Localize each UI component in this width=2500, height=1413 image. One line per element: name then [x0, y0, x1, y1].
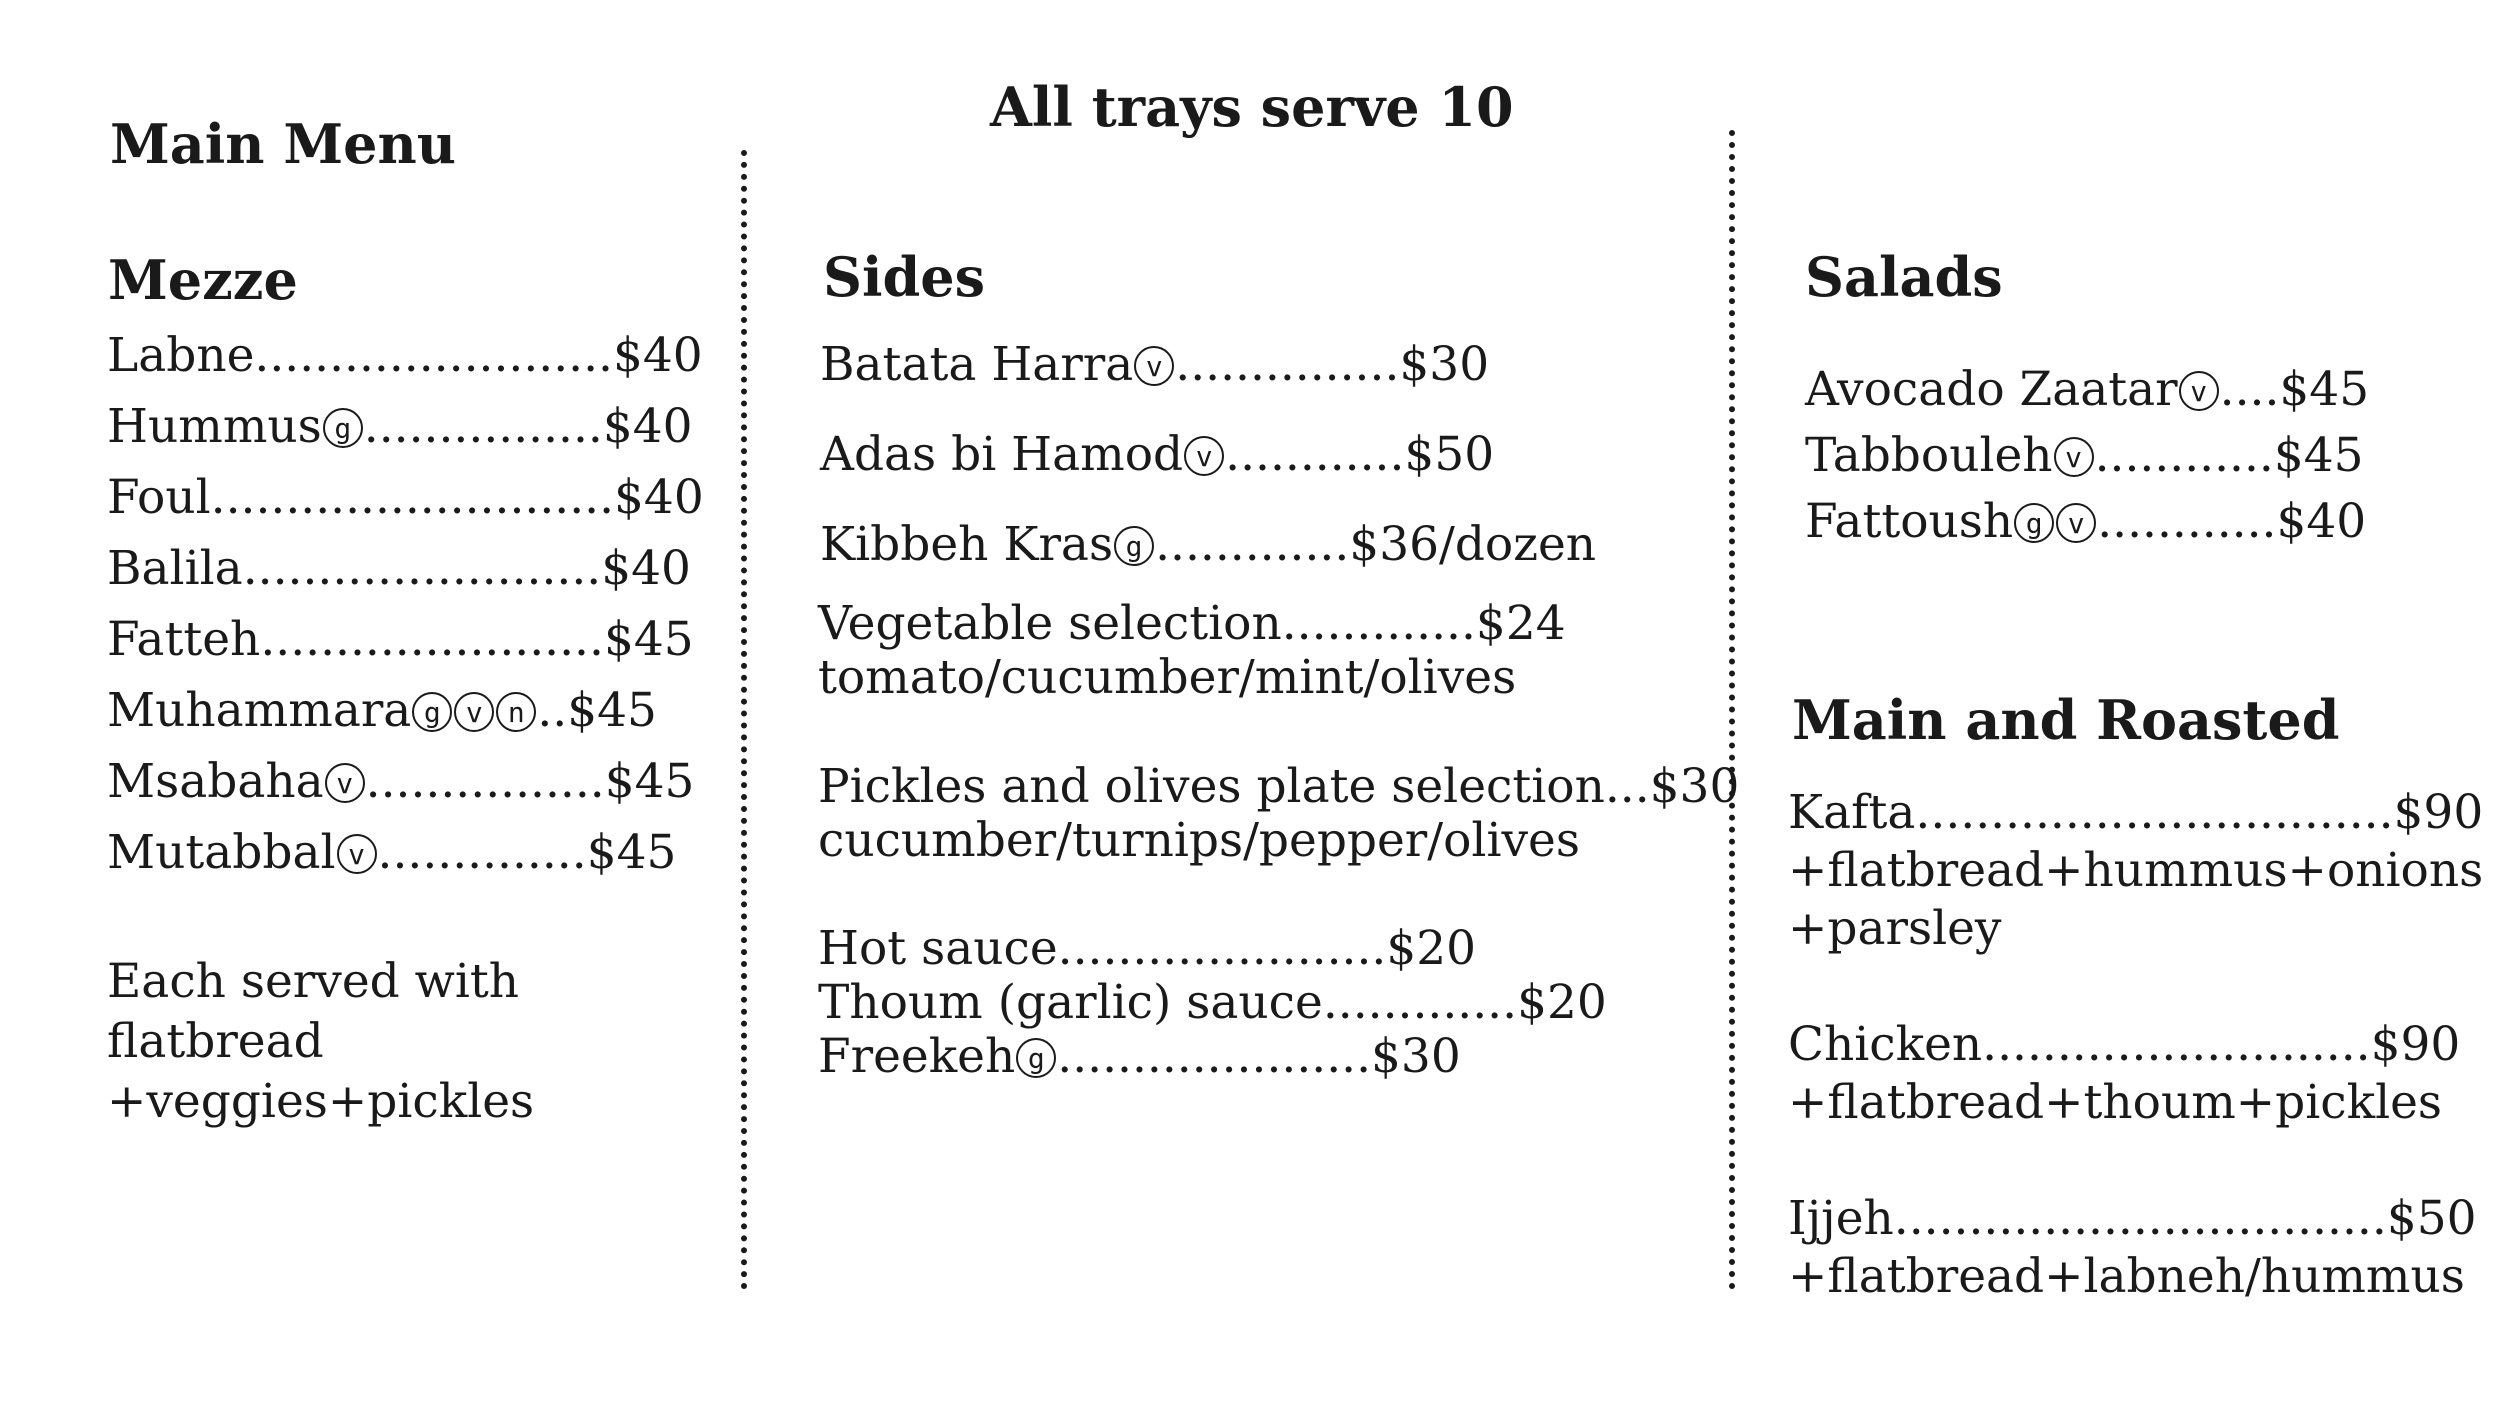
main-item-line: Ijjeh.................................$50 [1788, 1191, 2477, 1246]
menu-item-dots: .............. [377, 825, 587, 880]
menu-item-name: Mutabbal [107, 825, 336, 880]
menu-item-name: Msabaha [107, 754, 324, 809]
menu-item-name: Hummus [107, 399, 322, 454]
menu-item-name: Hot sauce [818, 921, 1058, 976]
menu-item-price: $20 [1517, 975, 1607, 1030]
menu-item [1805, 423, 2369, 489]
menu-item-dots: ........................... [210, 470, 615, 525]
main-roasted-list [1788, 784, 2483, 1306]
menu-item-dots: ....................... [260, 612, 604, 667]
salads-list [1805, 357, 2369, 555]
menu-item [820, 410, 1596, 500]
dietary-badge-g: g [323, 408, 363, 448]
sides-heading: Sides [823, 245, 986, 309]
dietary-badge-v: v [2054, 437, 2094, 477]
dietary-badge-n: n [496, 692, 536, 732]
page-title: All trays serve 10 [990, 75, 1514, 139]
menu-item-dots: ............. [1322, 975, 1518, 1030]
menu-item-name: Muhammara [107, 683, 412, 738]
pickles-detail: cucumber/turnips/pepper/olives [818, 813, 1580, 868]
menu-item-name: Tabbouleh [1805, 428, 2053, 483]
menu-item-price: $50 [1404, 427, 1495, 482]
menu-item [1805, 489, 2369, 555]
menu-item-dots: ...................... [1057, 921, 1387, 976]
vegetable-line: Vegetable selection.............$24 [818, 596, 1566, 651]
menu-item [818, 922, 1607, 976]
menu-item [107, 675, 704, 746]
pickles-line: Pickles and olives plate selection...$30 [818, 759, 1740, 814]
main-item-detail: +parsley [1788, 901, 2002, 956]
menu-item-name: Fatteh [107, 612, 261, 667]
menu-item [818, 976, 1607, 1030]
dietary-badge-v: v [1134, 346, 1174, 386]
menu-item-name: Batata Harra [820, 337, 1134, 392]
main-item-detail: +flatbread+thoum+pickles [1788, 1075, 2443, 1130]
menu-item-dots: .. [537, 683, 568, 738]
menu-item [1805, 357, 2369, 423]
vegetable-selection [818, 597, 1566, 705]
sides-list [820, 320, 1596, 590]
menu-item-price: $40 [602, 399, 693, 454]
menu-item-dots: ............ [1225, 427, 1405, 482]
menu-item-price: $40 [614, 470, 704, 525]
dietary-badge-v: v [454, 692, 494, 732]
menu-item-name: Fattoush [1805, 494, 2014, 549]
salads-heading: Salads [1805, 245, 2003, 309]
menu-item [107, 533, 704, 604]
menu-item-dots: ............ [2094, 428, 2274, 483]
dietary-badge-g: g [1114, 526, 1154, 566]
menu-item-price: $40 [612, 328, 703, 383]
dietary-badge-v: v [325, 763, 365, 803]
main-item-detail: +flatbread+labneh/hummus [1788, 1249, 2465, 1304]
main-item-line: Kafta................................$90 [1788, 785, 2484, 840]
menu-item [820, 500, 1596, 590]
menu-item-price: $45 [603, 612, 694, 667]
menu-item-dots: ........................ [242, 541, 602, 596]
main-item-line: Chicken..........................$90 [1788, 1017, 2461, 1072]
dietary-badge-g: g [1016, 1038, 1056, 1078]
main-roasted-heading: Main and Roasted [1792, 688, 2340, 752]
menu-item-price: $45 [604, 754, 695, 809]
menu-item-name: Balila [107, 541, 243, 596]
dietary-badge-v: v [2179, 371, 2219, 411]
menu-item-name: Avocado Zaatar [1805, 362, 2178, 417]
menu-item [107, 817, 704, 888]
main-item-detail: +flatbread+hummus+onions [1788, 843, 2484, 898]
menu-item-name: Adas bi Hamod [820, 427, 1184, 482]
menu-item-dots: .... [2219, 362, 2280, 417]
main-menu-title: Main Menu [110, 112, 456, 176]
menu-item-dots: ................ [365, 754, 605, 809]
menu-item-dots: ............... [1175, 337, 1400, 392]
menu-item-price: $40 [2276, 494, 2367, 549]
menu-item-price: $45 [2279, 362, 2370, 417]
mezze-note-line: Each served with [107, 954, 520, 1009]
mezze-heading: Mezze [108, 248, 298, 312]
menu-item [107, 604, 704, 675]
menu-item-name: Foul [107, 470, 211, 525]
menu-item-dots: ........................ [254, 328, 613, 383]
menu-item-price: $40 [601, 541, 691, 596]
menu-item [107, 391, 704, 462]
menu-item [818, 1030, 1607, 1084]
menu-item-price: $20 [1386, 921, 1477, 976]
menu-item-name: Freekeh [818, 1029, 1016, 1084]
column-divider-left [741, 150, 747, 1290]
menu-item-name: Kibbeh Kras [820, 517, 1114, 572]
mezze-list [107, 320, 704, 888]
menu-item-dots: ................ [363, 399, 603, 454]
menu-item-price: $45 [586, 825, 677, 880]
menu-item-dots: ..................... [1057, 1029, 1372, 1084]
menu-item-price: $45 [2273, 428, 2364, 483]
menu-item-price: $45 [567, 683, 657, 738]
mezze-note-line: flatbread [107, 1014, 324, 1069]
dietary-badge-g: g [2014, 503, 2054, 543]
menu-item-price: $36/dozen [1349, 517, 1597, 572]
pickles-selection [818, 760, 1739, 868]
vegetable-detail: tomato/cucumber/mint/olives [818, 650, 1517, 705]
menu-item-price: $30 [1371, 1029, 1461, 1084]
menu-item [107, 462, 704, 533]
dietary-badge-v: v [337, 834, 377, 874]
dietary-badge-g: g [412, 692, 452, 732]
menu-item-name: Labne [107, 328, 255, 383]
menu-item-price: $30 [1399, 337, 1490, 392]
dietary-badge-v: v [2056, 503, 2096, 543]
mezze-note-line: +veggies+pickles [107, 1074, 535, 1129]
column-divider-right [1729, 130, 1735, 1290]
menu-item-dots: ............ [2097, 494, 2277, 549]
dietary-badge-v: v [1184, 436, 1224, 476]
sauces-list [818, 922, 1607, 1084]
menu-item-dots: ............. [1155, 517, 1350, 572]
menu-item [820, 320, 1596, 410]
menu-item [107, 320, 704, 391]
mezze-note [107, 952, 534, 1132]
menu-item [107, 746, 704, 817]
menu-item-name: Thoum (garlic) sauce [818, 975, 1323, 1030]
